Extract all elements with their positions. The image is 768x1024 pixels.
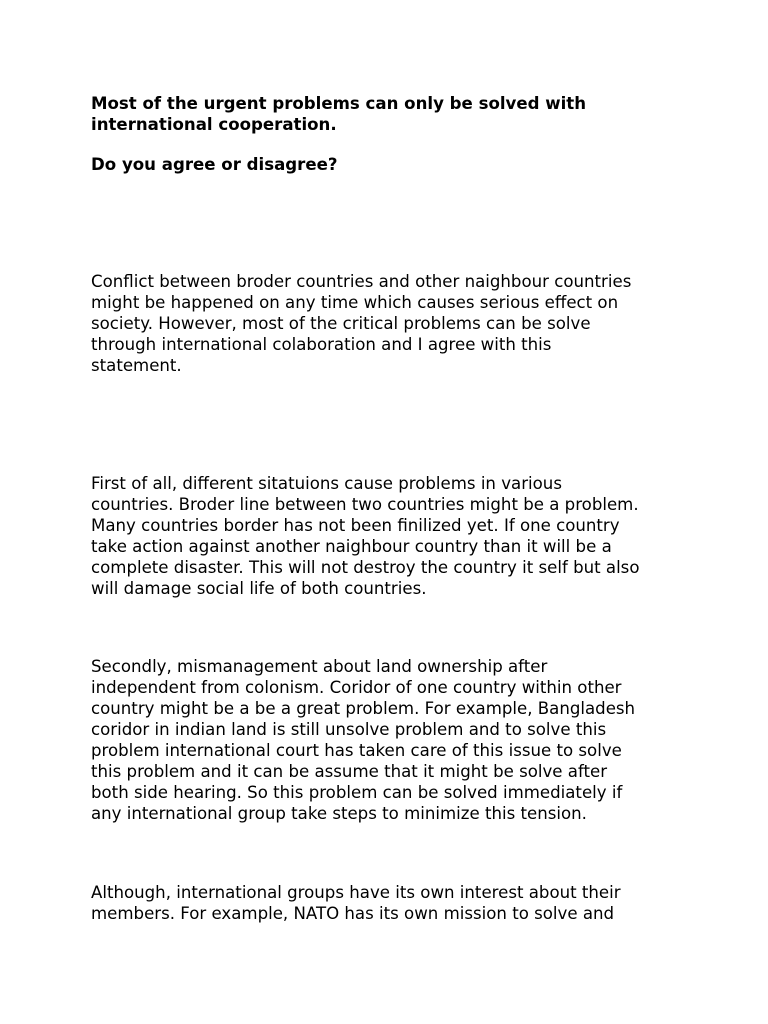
paragraph-line: take action against another naighbour country than it will be a (91, 537, 612, 556)
paragraph-line: statement. (91, 356, 182, 375)
paragraph-line: Conflict between broder countries and other naighbour countries (91, 272, 632, 291)
paragraph-line: Although, international groups have its own interest about their (91, 883, 621, 902)
paragraph-line: Many countries border has not been finilized yet. If one country (91, 516, 620, 535)
paragraph-line: might be happened on any time which causes serious effect on (91, 293, 619, 312)
paragraph-line: independent from colonism. Coridor of one country within other (91, 678, 622, 697)
paragraph-introduction (91, 271, 691, 376)
paragraph-counterpoint (91, 882, 691, 924)
paragraph-line: First of all, different sitatuions cause problems in various (91, 474, 562, 493)
paragraph-line: problem international court has taken care of this issue to solve (91, 741, 622, 760)
paragraph-first-point (91, 473, 691, 599)
paragraph-line: Secondly, mismanagement about land ownership after (91, 657, 548, 676)
paragraph-line: this problem and it can be assume that it might be solve after (91, 762, 608, 781)
paragraph-second-point (91, 656, 691, 824)
paragraph-line: coridor in indian land is still unsolve problem and to solve this (91, 720, 607, 739)
paragraph-line: members. For example, NATO has its own mission to solve and (91, 904, 615, 923)
paragraph-line: through international colaboration and I agree with this (91, 335, 552, 354)
paragraph-line: countries. Broder line between two countries might be a problem. (91, 495, 639, 514)
essay-prompt-line: Most of the urgent problems can only be solved with (91, 94, 587, 113)
essay-prompt (91, 93, 691, 135)
paragraph-line: will damage social life of both countries. (91, 579, 427, 598)
paragraph-line: complete disaster. This will not destroy the country it self but also (91, 558, 640, 577)
essay-question (91, 154, 691, 175)
paragraph-line: country might be a be a great problem. For example, Bangladesh (91, 699, 636, 718)
essay-prompt-line: international cooperation. (91, 115, 337, 134)
essay-question-line: Do you agree or disagree? (91, 155, 338, 174)
paragraph-line: society. However, most of the critical problems can be solve (91, 314, 591, 333)
paragraph-line: any international group take steps to minimize this tension. (91, 804, 587, 823)
paragraph-line: both side hearing. So this problem can be solved immediately if (91, 783, 623, 802)
